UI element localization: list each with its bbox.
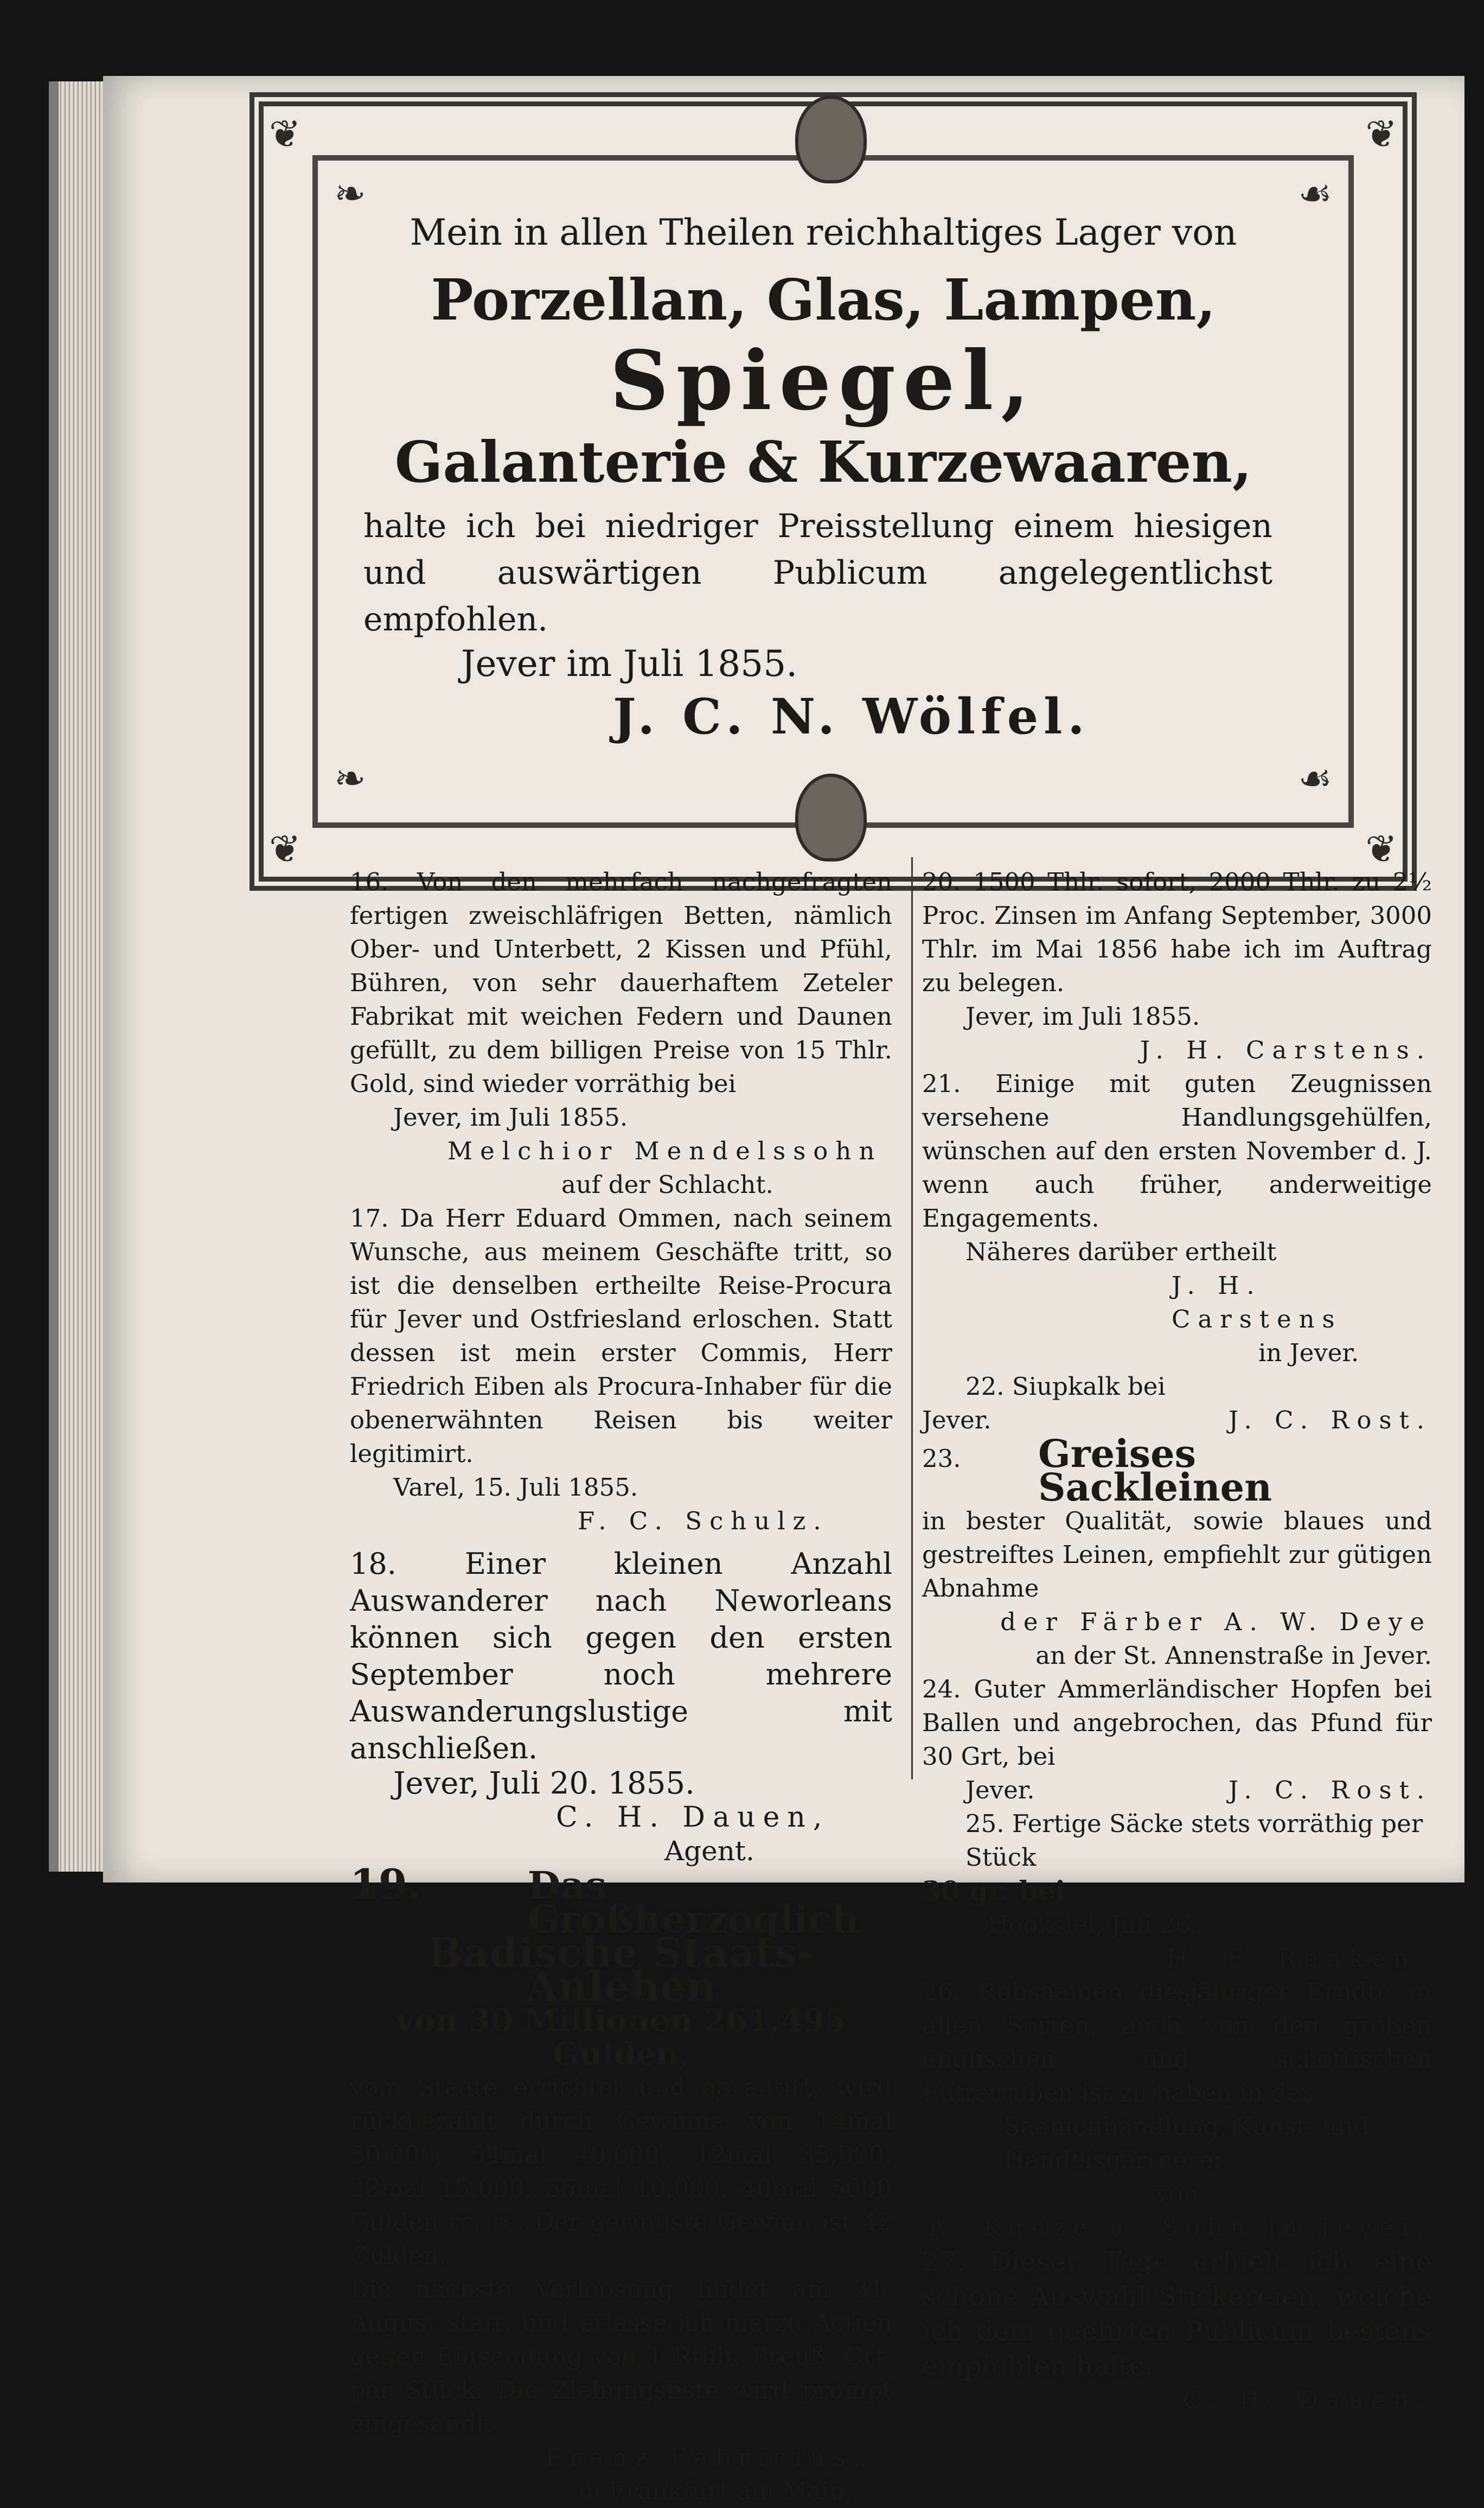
notice-19-h3: von 30 Millionen 261,495 Gulden, [395,2002,847,2072]
notice-18-role: Agent. [664,1835,754,1867]
face-ornament-bottom [795,774,867,861]
ad-body: halte ich bei niedriger Preisstellung einem hiesigen und auswärtigen Publicum angelegentlichst empfohlen. [363,507,1272,639]
notice-22-place: Jever. [922,1406,992,1434]
ad-intro: Mein in allen Theilen reichhaltiges Lager von [410,212,1237,253]
notice-21-more: Näheres darüber ertheilt [965,1237,1277,1266]
flourish-icon: ☙ [1298,756,1332,801]
notice-17: 17. Da Herr Eduard Ommen, nach seinem Wunsche, aus meinem Geschäfte tritt, so ist die denselben ertheilte Reise-Procura für Jever und Ostfriesland erloschen. Statt dessen ist mein erster Commis, Herr Friedrich Eiben als Procura-Inhaber für die obenerwähnten Reisen bis weiter legitimirt. [350,1204,892,1468]
notice-23-body: in bester Qualität, sowie blaues und gestreiftes Leinen, empfiehlt zur gütigen Abnahme [922,1507,1432,1603]
notice-23-addr: an der St. Annenstraße in Jever. [1035,1641,1432,1670]
corner-ornament-icon: ❦ [269,827,301,871]
notice-26: 26. Rübsaamen diesjähriger Erndte in allen Sorten, auch von den großen englischen und schottischen Futterrüben ist zu haben in der [922,1977,1432,2107]
notice-19-body: vom Staate errichtet und garantirt, wird rückbezahlt durch Gewinne von 14mal 50,000, 54mal 40,000, 12mal 35,000, 23mal 15,000, 55mal 10,000, 40mal 5000 Gulden rc. rc. Der geringste Gewinn ist 42 Gulden. [350,2073,892,2270]
flourish-icon: ❧ [334,756,366,801]
notice-23-name: der Färber A. W. Deye [1000,1607,1432,1636]
notice-24-footer [922,1773,1432,1807]
notice-16-addr: auf der Schlacht. [561,1170,773,1199]
notice-20-name: J. H. Carstens. [1140,1036,1432,1064]
notice-24-name: J. C. Rost. [1228,1776,1432,1804]
notice-23-header [922,1431,1432,1510]
notice-18: 18. Einer kleinen Anzahl Auswanderer nach Neworleans können sich gegen den ersten September noch mehrere Auswanderungslustige mit anschließen. [350,1547,892,1765]
ad-products-2: Galanterie & Kurzewaaren, [394,429,1252,495]
flourish-icon: ❧ [334,171,366,216]
notice-19-header [350,1860,892,1942]
notice-21-name: J. H. Carstens [1172,1271,1342,1333]
notice-19-h1: Das Großherzoglich [527,1863,859,1942]
corner-ornament-icon: ❦ [1365,112,1397,156]
notice-17-place: Varel, 15. Juli 1855. [393,1473,638,1502]
notice-25-name: H. F. Renken. [1166,1944,1432,1973]
notice-26-von: von [1155,2179,1199,2208]
notice-23-number: 23. [922,1444,961,1473]
notice-19-number: 19. [350,1860,422,1909]
notice-20: 20. 1500 Thlr. sofort, 2000 Thlr. zu 2½ Proc. Zinsen im Anfang September, 3000 Thlr. im Mai 1856 habe ich im Auftrag zu belegen. [922,867,1432,997]
notice-20-place: Jever, im Juli 1855. [965,1002,1200,1031]
notice-25: 25. Fertige Säcke stets vorräthig per Stück [965,1809,1423,1872]
corner-ornament-icon: ❦ [1365,827,1397,871]
notice-22-name: J. C. Rost. [1228,1406,1432,1434]
notice-21: 21. Einige mit guten Zeugnissen versehene Handlungsgehülfen, wünschen auf den ersten November d. J. wenn auch früher, anderweitige Engagements. [922,1069,1432,1233]
notice-18-name: C. H. Dauen, [556,1801,830,1834]
notice-19-name: Franz Fabricius, [545,2443,869,2472]
right-column [922,865,1432,2417]
ad-headline: Spiegel, [610,333,1037,429]
notice-24-place: Jever. [965,1776,1035,1804]
notice-25-price: 30 gr. bei [922,1875,1066,1907]
notice-27-name: C. H. Dauen. [1182,2385,1432,2414]
notice-16-place: Jever, im Juli 1855. [393,1103,628,1132]
notice-19-h2: Badische Staats-Anlehen [427,1929,815,2011]
ad-place: Jever im Juli 1855. [461,643,798,685]
notice-25-place: Hooksiel, Juli 26. [987,1910,1199,1939]
notice-17-name: F. C. Schulz. [578,1507,829,1535]
notice-16: 16. Von den mehrfach nachgefragten fertigen zweischläfrigen Betten, nämlich Ober- und Unterbett, 2 Kissen und Pfühl, Bühren, von sehr dauerhaftem Zeteler Fabrikat mit weichen Federn und Daunen gefüllt, zu dem billigen Preise von 15 Thlr. Gold, sind wieder vorräthig bei [350,867,892,1098]
notice-27: 27. Dieser Tage erhielt ich eine schöne Auswahl Stickereien, welche ich dem geehrten Publicum bestens empfohlen halte. [922,2246,1432,2382]
ad-products: Porzellan, Glas, Lampen, [431,266,1216,333]
face-ornament-top [795,95,867,183]
ad-signature: J. C. N. Wölfel. [613,688,1090,745]
notice-21-addr: in Jever. [1258,1338,1359,1367]
notice-24: 24. Guter Ammerländischer Hopfen bei Ballen und angebrochen, das Pfund für 30 Grt, bei [922,1675,1432,1771]
flourish-icon: ☙ [1298,171,1332,216]
notice-22: 22. Siupkalk bei [965,1372,1166,1401]
advertisement [342,190,1305,745]
notice-19-body2: Die nächste Verloosung findet am 31. August statt, und erlasse ich hierzu Actien gegen Einsendung von 1 Rthlr. Preuß. Crt. per Stück. Die Ziehungsliste wird prompt eingesandt. [350,2275,892,2438]
notice-26-shop: Saamenhandlung, Kunst- und Handelsgärtnerei [1003,2112,1370,2174]
notice-18-place: Jever, Juli 20. 1855. [393,1766,695,1801]
column-divider [911,857,913,1779]
left-column [350,865,892,2508]
corner-ornament-icon: ❦ [269,112,301,156]
notice-26-name: A. Kunze u. Sohn in Jever. [929,2214,1432,2241]
notice-16-name: Melchior Mendelssohn [447,1137,882,1165]
notice-23-heading: Greises Sackleinen [1038,1431,1272,1510]
notice-19-addr: in Frankfurt am Main. [578,2477,853,2505]
